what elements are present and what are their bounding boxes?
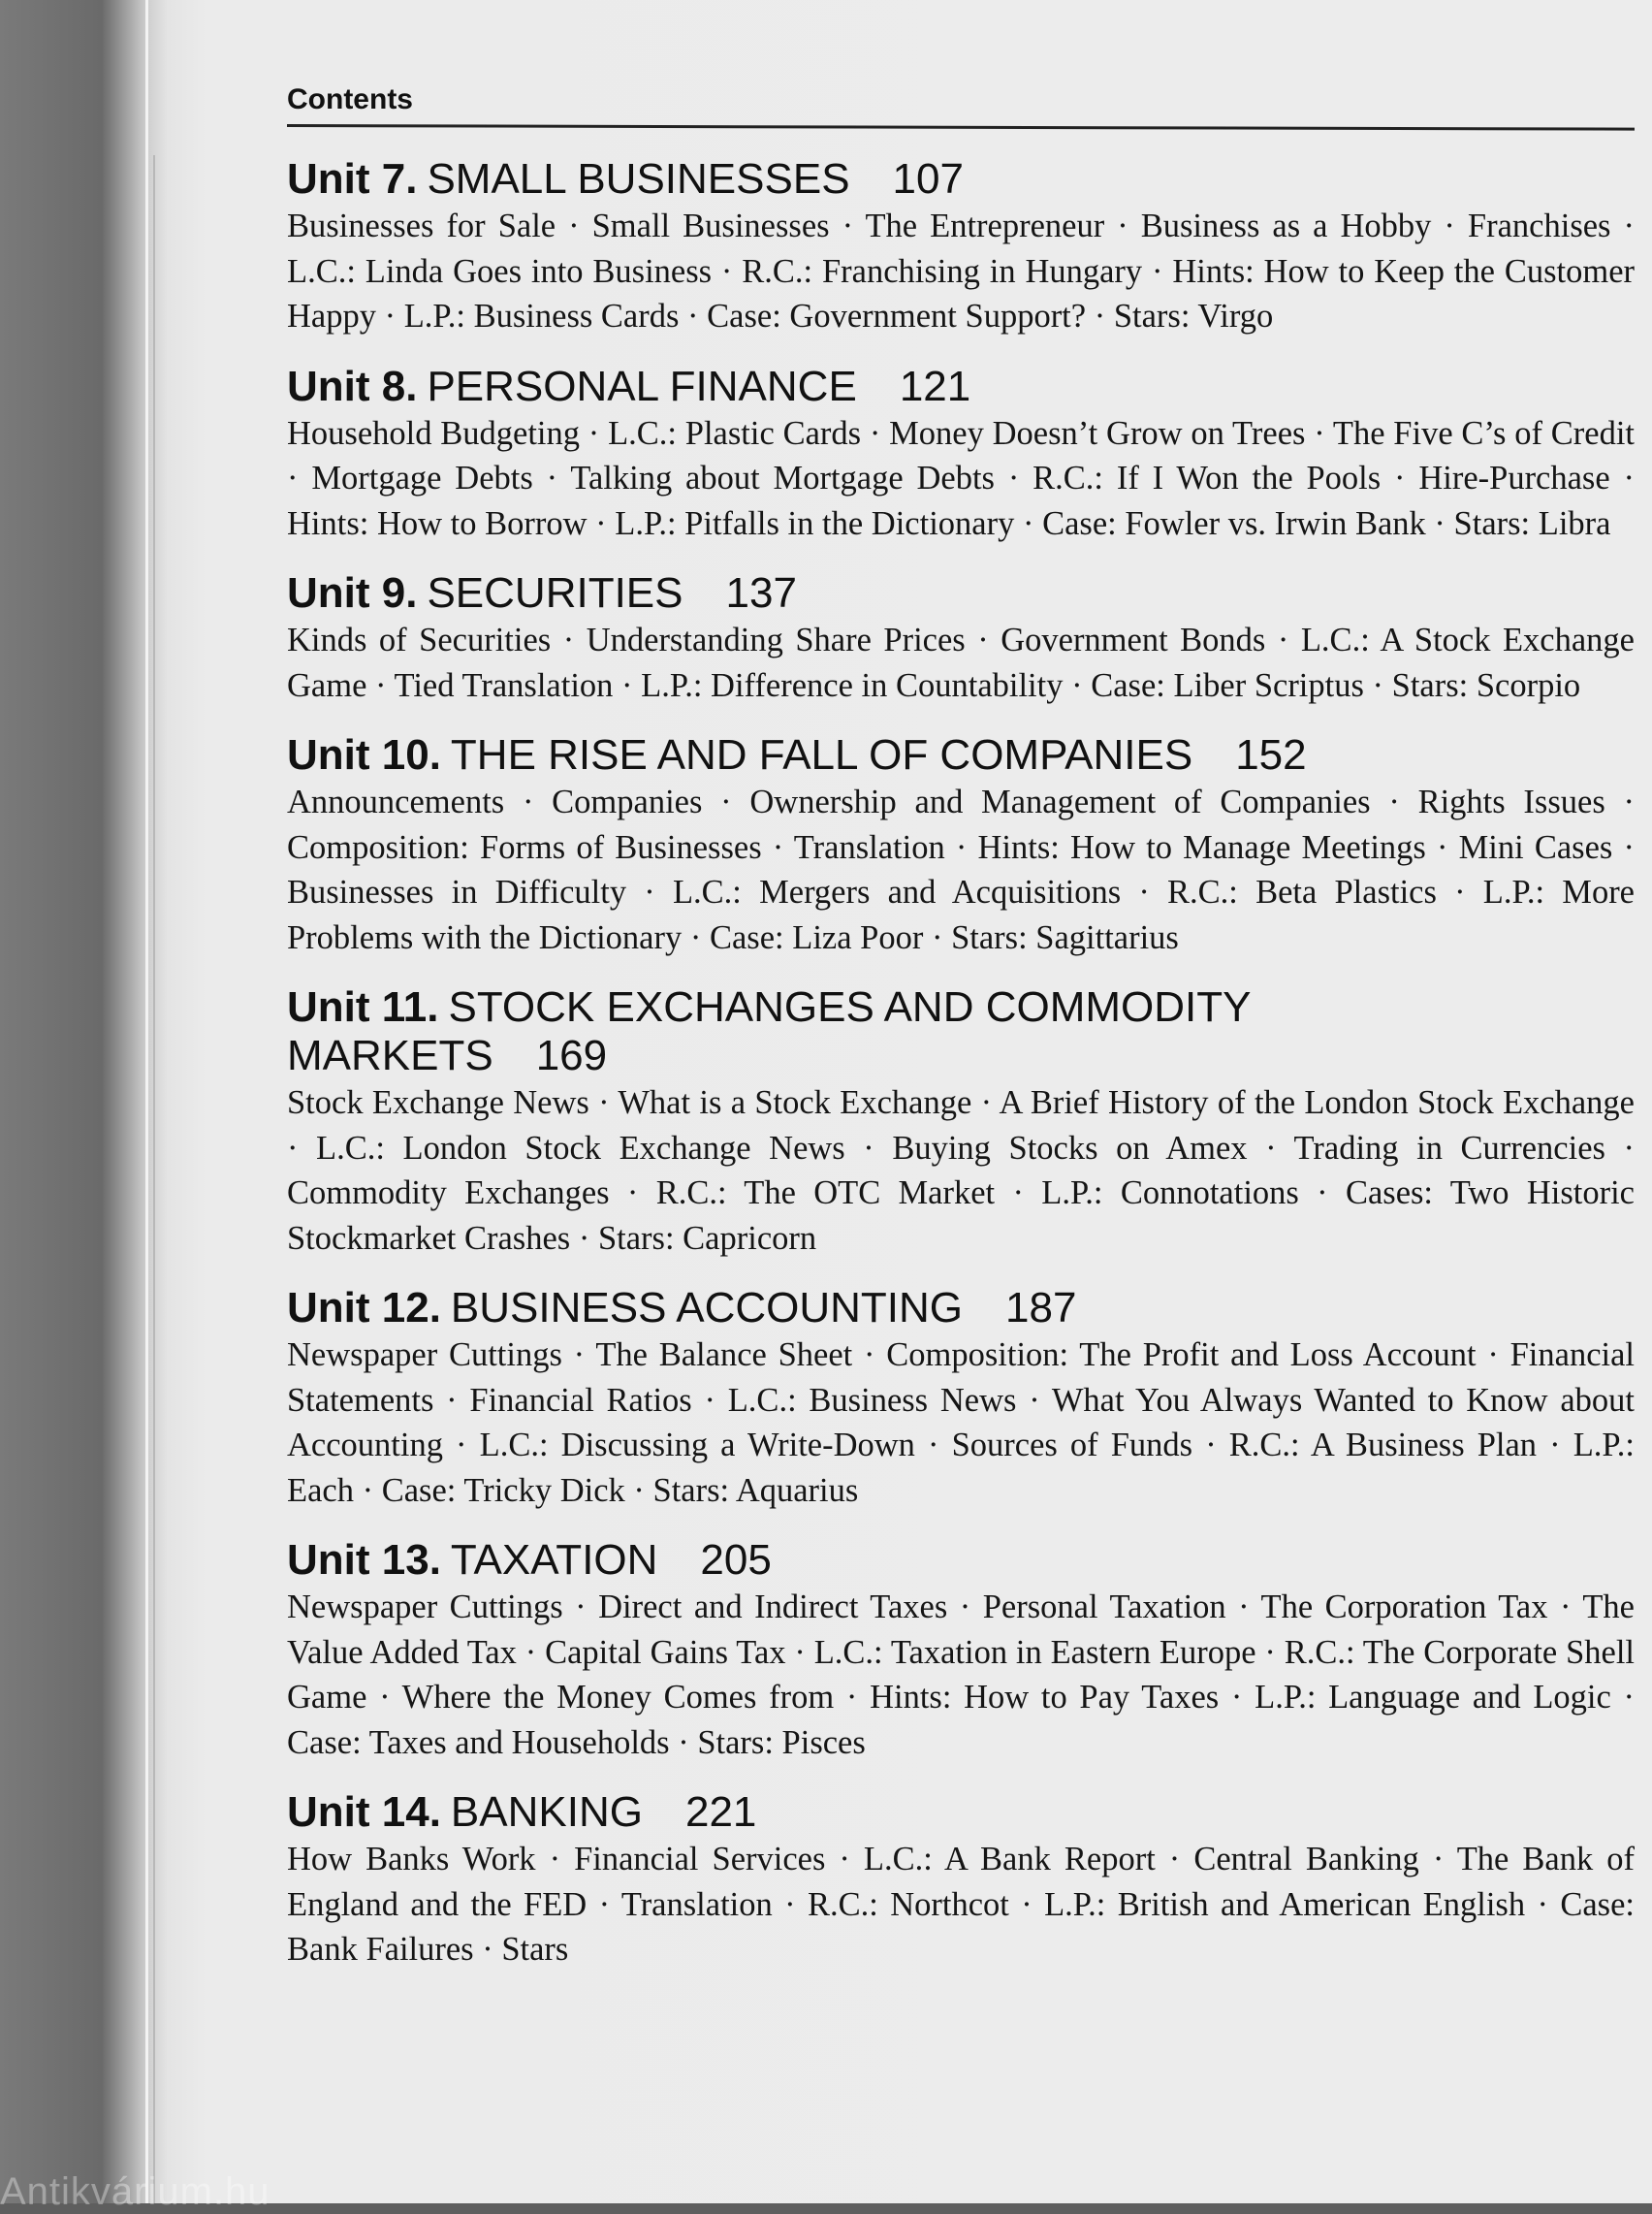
unit-title: BANKING	[450, 1788, 643, 1836]
unit-page-number: 169	[535, 1032, 608, 1079]
unit-page-number: 187	[1005, 1284, 1077, 1332]
unit-topics: Kinds of Securities · Understanding Share Prices · Government Bonds · L.C.: A Stock Exchange Game · Tied Translation · L.P.: Difference in Countability · Case: Liber Scriptus · Stars: Scorpio	[287, 622, 1635, 704]
unit-number: Unit 14.	[287, 1788, 441, 1836]
unit-entry	[287, 983, 1635, 1261]
unit-topics: Stock Exchange News · What is a Stock Exchange · A Brief History of the London Stock Exchange · L.C.: London Stock Exchange News · Buying Stocks on Amex · Trading in Currencies · Commodity Exchanges · R.C.: The OTC Market · L.P.: Connotations · Cases: Two Historic Stockmarket Crashes · Stars: Capricorn	[287, 1084, 1635, 1257]
unit-entry	[287, 1284, 1635, 1513]
unit-title: TAXATION	[450, 1536, 658, 1584]
unit-number: Unit 9.	[287, 569, 418, 617]
unit-title: THE RISE AND FALL OF COMPANIES	[450, 731, 1193, 779]
unit-heading	[287, 1788, 1635, 1837]
unit-heading	[287, 983, 1402, 1080]
unit-topics: Household Budgeting · L.C.: Plastic Cards · Money Doesn’t Grow on Trees · The Five C’s of Credit · Mortgage Debts · Talking about Mortgage Debts · R.C.: If I Won the Pools · Hire-Purchase · Hints: How to Borrow · L.P.: Pitfalls in the Dictionary · Case: Fowler vs. Irwin Bank · Stars: Libra	[287, 414, 1635, 542]
unit-number: Unit 11.	[287, 983, 439, 1031]
unit-title: PERSONAL FINANCE	[427, 362, 857, 410]
unit-heading	[287, 1536, 1635, 1585]
contents-list	[287, 155, 1635, 1996]
contents-heading: Contents	[287, 83, 413, 115]
unit-page-number: 152	[1235, 731, 1307, 779]
unit-page-number: 107	[892, 155, 964, 203]
unit-number: Unit 13.	[287, 1536, 441, 1584]
unit-heading	[287, 1284, 1635, 1332]
unit-entry	[287, 1536, 1635, 1765]
unit-heading	[287, 731, 1635, 780]
unit-topics: Announcements · Companies · Ownership and Management of Companies · Rights Issues · Composition: Forms of Businesses · Translation · Hints: How to Manage Meetings · Mini Cases · Businesses in Difficulty · L.C.: Mergers and Acquisitions · R.C.: Beta Plastics · L.P.: More Problems with the Dictionary · Case: Liza Poor · Stars: Sagittarius	[287, 784, 1635, 956]
book-gutter-shadow	[0, 0, 170, 2203]
page-edge-line	[153, 155, 155, 2203]
unit-title: BUSINESS ACCOUNTING	[450, 1284, 964, 1332]
watermark-text: Antikvárium.hu	[0, 2170, 270, 2213]
unit-number: Unit 12.	[287, 1284, 441, 1332]
unit-page-number: 205	[700, 1536, 772, 1584]
unit-topics: How Banks Work · Financial Services · L.C.: A Bank Report · Central Banking · The Bank of England and the FED · Translation · R.C.: Northcot · L.P.: British and American English · Case: Bank Failures · Stars	[287, 1841, 1635, 1968]
unit-number: Unit 8.	[287, 362, 418, 410]
unit-title: SECURITIES	[427, 569, 683, 617]
unit-page-number: 121	[899, 362, 971, 410]
unit-entry	[287, 155, 1635, 339]
unit-page-number: 221	[684, 1788, 757, 1836]
unit-entry	[287, 363, 1635, 547]
unit-title: STOCK EXCHANGES AND COMMODITY MARKETS	[287, 983, 1251, 1079]
unit-entry	[287, 569, 1635, 708]
page-header	[287, 83, 1635, 128]
unit-title: SMALL BUSINESSES	[427, 155, 850, 203]
unit-number: Unit 7.	[287, 155, 418, 203]
unit-number: Unit 10.	[287, 731, 441, 779]
unit-heading	[287, 155, 1635, 204]
unit-entry	[287, 1788, 1635, 1973]
unit-entry	[287, 731, 1635, 960]
unit-page-number: 137	[725, 569, 797, 617]
unit-topics: Newspaper Cuttings · The Balance Sheet · Composition: The Profit and Loss Account · Financial Statements · Financial Ratios · L.C.: Business News · What You Always Wanted to Know about Accounting · L.C.: Discussing a Write-Down · Sources of Funds · R.C.: A Business Plan · L.P.: Each · Case: Tricky Dick · Stars: Aquarius	[287, 1336, 1635, 1509]
unit-heading	[287, 363, 1635, 411]
unit-heading	[287, 569, 1635, 618]
unit-topics: Newspaper Cuttings · Direct and Indirect Taxes · Personal Taxation · The Corporation Tax · The Value Added Tax · Capital Gains Tax · L.C.: Taxation in Eastern Europe · R.C.: The Corporate Shell Game · Where the Money Comes from · Hints: How to Pay Taxes · L.P.: Language and Logic · Case: Taxes and Households · Stars: Pisces	[287, 1588, 1635, 1761]
unit-topics: Businesses for Sale · Small Businesses · The Entrepreneur · Business as a Hobby · Franchises · L.C.: Linda Goes into Business · R.C.: Franchising in Hungary · Hints: How to Keep the Customer Happy · L.P.: Business Cards · Case: Government Support? · Stars: Virgo	[287, 208, 1635, 335]
